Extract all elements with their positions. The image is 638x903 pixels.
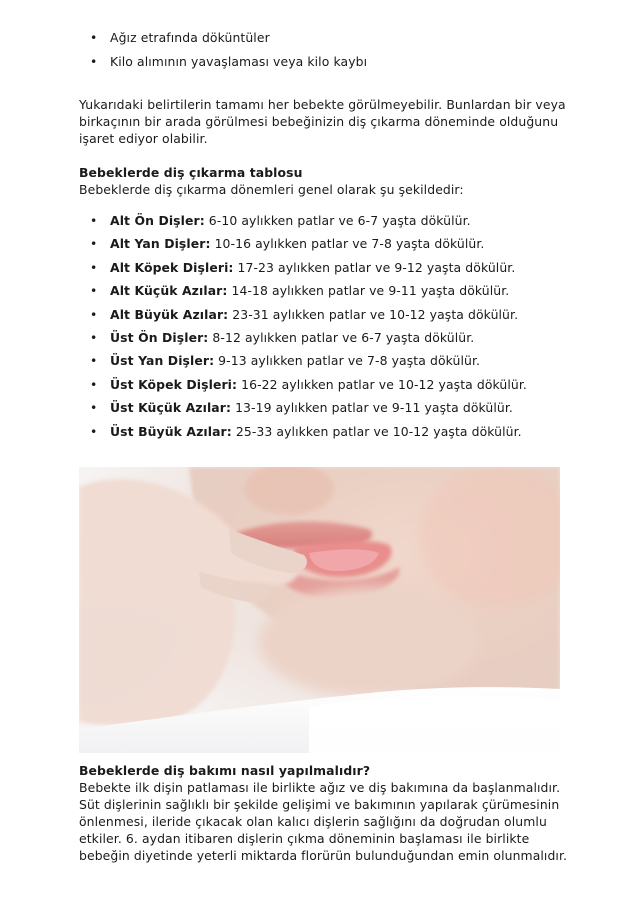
list-item — [110, 376, 527, 399]
baby-mouth-illustration — [79, 467, 560, 753]
tooth-name: Üst Küçük Azılar: — [110, 400, 232, 416]
list-item — [110, 352, 527, 375]
tooth-info: 8-12 aylıkken patlar ve 6-7 yaşta dökülür. — [208, 329, 475, 345]
teeth-list — [110, 212, 527, 446]
tooth-info: 10-16 aylıkken patlar ve 7-8 yaşta dökülür. — [210, 236, 485, 252]
list-item — [110, 282, 527, 305]
tooth-name: Üst Köpek Dişleri: — [110, 376, 238, 392]
tooth-info: 13-19 aylıkken patlar ve 9-11 yaşta dökülür. — [231, 400, 513, 416]
list-item — [110, 259, 527, 282]
tooth-info: 6-10 aylıkken patlar ve 6-7 yaşta dökülür. — [204, 213, 471, 228]
list-item — [110, 212, 527, 235]
list-item — [110, 235, 527, 258]
list-item: • Kilo alımının yavaşlaması veya kilo kaybı — [110, 53, 367, 77]
tooth-name: Alt Küçük Azılar: — [110, 283, 228, 299]
tooth-name: Üst Ön Dişler: — [110, 329, 209, 345]
tooth-name: Alt Ön Dişler: — [110, 213, 205, 228]
section-heading: Bebeklerde diş çıkarma tablosu — [79, 165, 303, 180]
tooth-info: 16-22 aylıkken patlar ve 10-12 yaşta dökülür. — [237, 376, 527, 392]
paragraph: Bebekte ilk dişin patlaması ile birlikte ağız ve diş bakımına da başlanmalıdır. Süt dişlerinin sağlıklı bir şekilde gelişimi ve bakımının yapılarak çürümesinin önlenmesi, ileride çıkacak olan kalıcı dişlerin sağlığını da doğrudan olumlu etkiler. 6. aydan itibaren dişlerin çıkma döneminin başlaması ile birlikte bebeğin diyetinde yeterli miktarda florürün bulunduğundan emin olunmalıdır. — [79, 780, 568, 863]
section-dental-care — [79, 762, 569, 864]
list-item — [110, 399, 527, 422]
section-heading: Bebeklerde diş bakımı nasıl yapılmalıdır? — [79, 763, 371, 778]
tooth-info: 23-31 aylıkken patlar ve 10-12 yaşta dökülür. — [228, 306, 519, 322]
tooth-info: 25-33 aylıkken patlar ve 10-12 yaşta dökülür. — [231, 423, 522, 439]
paragraph: Yukarıdaki belirtilerin tamamı her bebekte görülmeyebilir. Bunlardan bir veya birkaçının bir arada görülmesi bebeğinizin diş çıkarma döneminde olduğunu işaret ediyor olabilir. — [79, 97, 566, 146]
symptom-list — [110, 29, 367, 77]
tooth-name: Alt Büyük Azılar: — [110, 306, 229, 322]
tooth-name: Üst Büyük Azılar: — [110, 423, 232, 439]
tooth-name: Üst Yan Dişler: — [110, 353, 215, 369]
tooth-name: Alt Yan Dişler: — [110, 236, 211, 252]
tooth-info: 14-18 aylıkken patlar ve 9-11 yaşta dökülür. — [227, 283, 510, 299]
baby-teething-photo — [79, 467, 560, 753]
tooth-info: 9-13 aylıkken patlar ve 7-8 yaşta dökülür. — [214, 353, 481, 369]
section-intro: Bebeklerde diş çıkarma dönemleri genel olarak şu şekildedir: — [79, 182, 464, 197]
tooth-info: 17-23 aylıkken patlar ve 9-12 yaşta dökülür. — [233, 259, 516, 275]
list-item — [110, 329, 527, 352]
tooth-name: Alt Köpek Dişleri: — [110, 259, 234, 275]
list-item: • Ağız etrafında döküntüler — [110, 29, 367, 53]
list-item — [110, 423, 527, 446]
list-item — [110, 306, 527, 329]
section-teething-table — [79, 164, 569, 198]
